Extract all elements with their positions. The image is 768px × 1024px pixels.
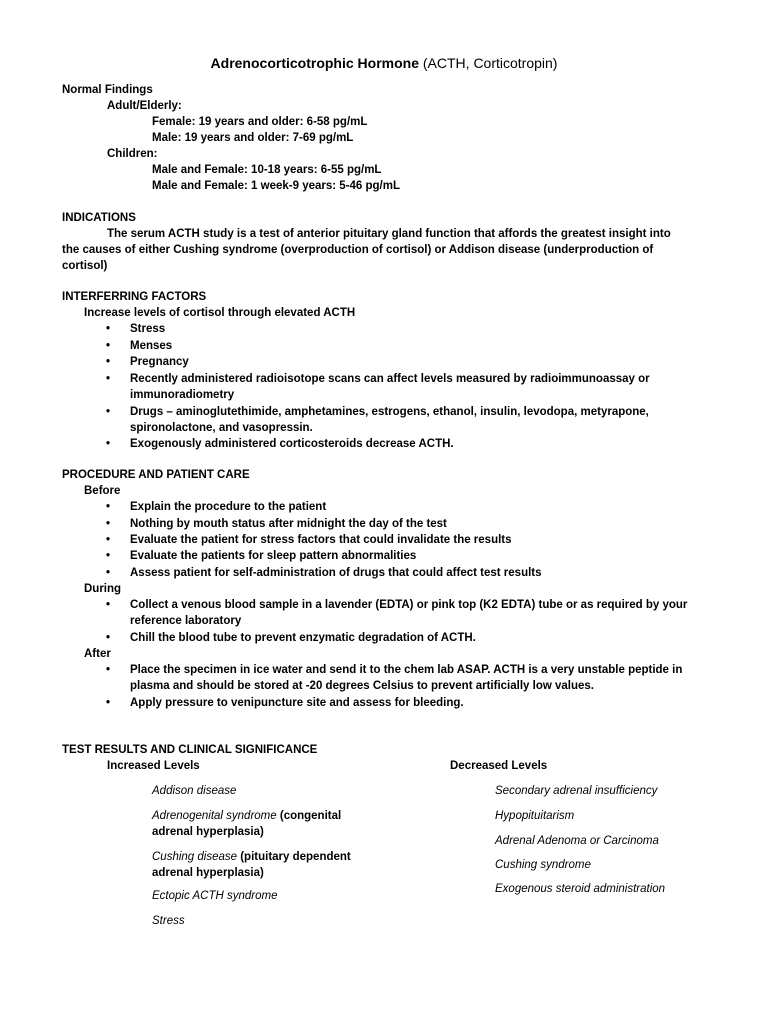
- bullet-icon: •: [106, 373, 111, 385]
- bullet-icon: •: [106, 323, 111, 335]
- adult-female-range: Female: 19 years and older: 6-58 pg/mL: [152, 116, 368, 128]
- increased-item: Addison disease: [152, 785, 237, 797]
- bullet-icon: •: [106, 534, 111, 546]
- procedure-heading: PROCEDURE AND PATIENT CARE: [62, 469, 250, 481]
- children-range-younger: Male and Female: 1 week-9 years: 5-46 pg/mL: [152, 180, 400, 192]
- children-range-older: Male and Female: 10-18 years: 6-55 pg/mL: [152, 164, 382, 176]
- title-subtitle: (ACTH, Corticotropin): [419, 55, 558, 71]
- bullet-icon: •: [106, 550, 111, 562]
- bullet-icon: •: [106, 406, 111, 418]
- decreased-item: Hypopituitarism: [495, 810, 575, 822]
- bullet-icon: •: [106, 356, 111, 368]
- results-heading: TEST RESULTS AND CLINICAL SIGNIFICANCE: [62, 744, 318, 756]
- normal-findings-heading: Normal Findings: [62, 84, 153, 96]
- bullet-icon: •: [106, 340, 111, 352]
- document-title: [0, 55, 768, 71]
- indications-line-3: cortisol): [62, 260, 108, 272]
- document-page: Adrenocorticotrophic Hormone (ACTH, Corticotropin) Normal Findings Adult/Elderly: Female: 19 years and older: 6-58 pg/mL Male: 19 years and older: 7-69 pg/mL Children: Male and Female: 10-18 years: 6-55 pg/mL Male and Female: 1 week-9 years: 5-46 pg/mL INDICATIONS The serum ACTH study is a test of anterior pituitary gland function that affords the greatest insight into the causes of either Cushing syndrome (overproduction of cortisol) or Addison disease (underproduction of cortisol) INTERFERRING FACTORS Increase levels of cortisol through elevated ACTH • Stress • Menses • Pregnancy • Recently administered radioisotope scans can affect levels measured by radioimmunoassay or immunoradiometry • Drugs – aminoglutethimide, amphetamines, estrogens, ethanol, insulin, levodopa, metyrapone, spironolactone, and vasopressin. • Exogenously administered corticosteroids decrease ACTH. PROCEDURE AND PATIENT CARE Before • Explain the procedure to the patient • Nothing by mouth status after midnight the day of the test • Evaluate the patient for stress factors that could invalidate the results • Evaluate the patients for sleep pattern abnormalities • Assess patient for self-administration of drugs that could affect test results During • Collect a venous blood sample in a lavender (EDTA) or pink top (K2 EDTA) tube or as required by your reference laboratory • Chill the blood tube to prevent enzymatic degradation of ACTH. After • Place the specimen in ice water and send it to the chem lab ASAP. ACTH is a very unstable peptide in plasma and should be stored at -20 degrees Celsius to prevent artificially low values. • Apply pressure to venipuncture site and assess for bleeding. TEST RESULTS AND CLINICAL SIGNIFICANCE Increased Levels Decreased Levels Addison disease Adrenogenital syndrome (congenital adrenal hyperplasia) Cushing disease (pituitary dependent adrenal hyperplasia) Ectopic ACTH syndrome Stress Secondary adrenal insufficiency Hypopituitarism Adrenal Adenoma or Carcinoma Cushing syndrome Exogenous steroid administration: [0, 0, 768, 1024]
- decreased-item: Exogenous steroid administration: [495, 883, 666, 895]
- bullet-icon: •: [106, 664, 111, 676]
- bullet-icon: •: [106, 567, 111, 579]
- interferring-heading: INTERFERRING FACTORS: [62, 291, 207, 303]
- children-label: Children:: [107, 148, 158, 160]
- decreased-item: Cushing syndrome: [495, 859, 591, 871]
- bullet-icon: •: [106, 518, 111, 530]
- increased-item: Ectopic ACTH syndrome: [152, 890, 278, 902]
- increased-item: Cushing disease (pituitary dependent adrenal hyperplasia): [152, 851, 351, 879]
- adult-male-range: Male: 19 years and older: 7-69 pg/mL: [152, 132, 354, 144]
- during-label: During: [84, 583, 122, 595]
- indications-line-2: the causes of either Cushing syndrome (overproduction of cortisol) or Addison disease (underproduction of: [62, 244, 654, 256]
- interferring-subheading: Increase levels of cortisol through elevated ACTH: [84, 307, 356, 319]
- increased-item: Stress: [152, 915, 185, 927]
- bullet-icon: •: [106, 438, 111, 450]
- increased-item: Adrenogenital syndrome (congenital adrenal hyperplasia): [152, 810, 342, 838]
- bullet-icon: •: [106, 697, 111, 709]
- increased-levels-label: Increased Levels: [107, 760, 200, 772]
- bullet-icon: •: [106, 501, 111, 513]
- indications-heading: INDICATIONS: [62, 212, 136, 224]
- indications-line-1: The serum ACTH study is a test of anterior pituitary gland function that affords the greatest insight into: [107, 228, 671, 240]
- decreased-item: Secondary adrenal insufficiency: [495, 785, 658, 797]
- before-label: Before: [84, 485, 121, 497]
- bullet-icon: •: [106, 599, 111, 611]
- title-main: Adrenocorticotrophic Hormone: [210, 55, 419, 71]
- decreased-item: Adrenal Adenoma or Carcinoma: [495, 835, 659, 847]
- decreased-levels-label: Decreased Levels: [450, 760, 548, 772]
- adult-label: Adult/Elderly:: [107, 100, 182, 112]
- bullet-icon: •: [106, 632, 111, 644]
- after-label: After: [84, 648, 111, 660]
